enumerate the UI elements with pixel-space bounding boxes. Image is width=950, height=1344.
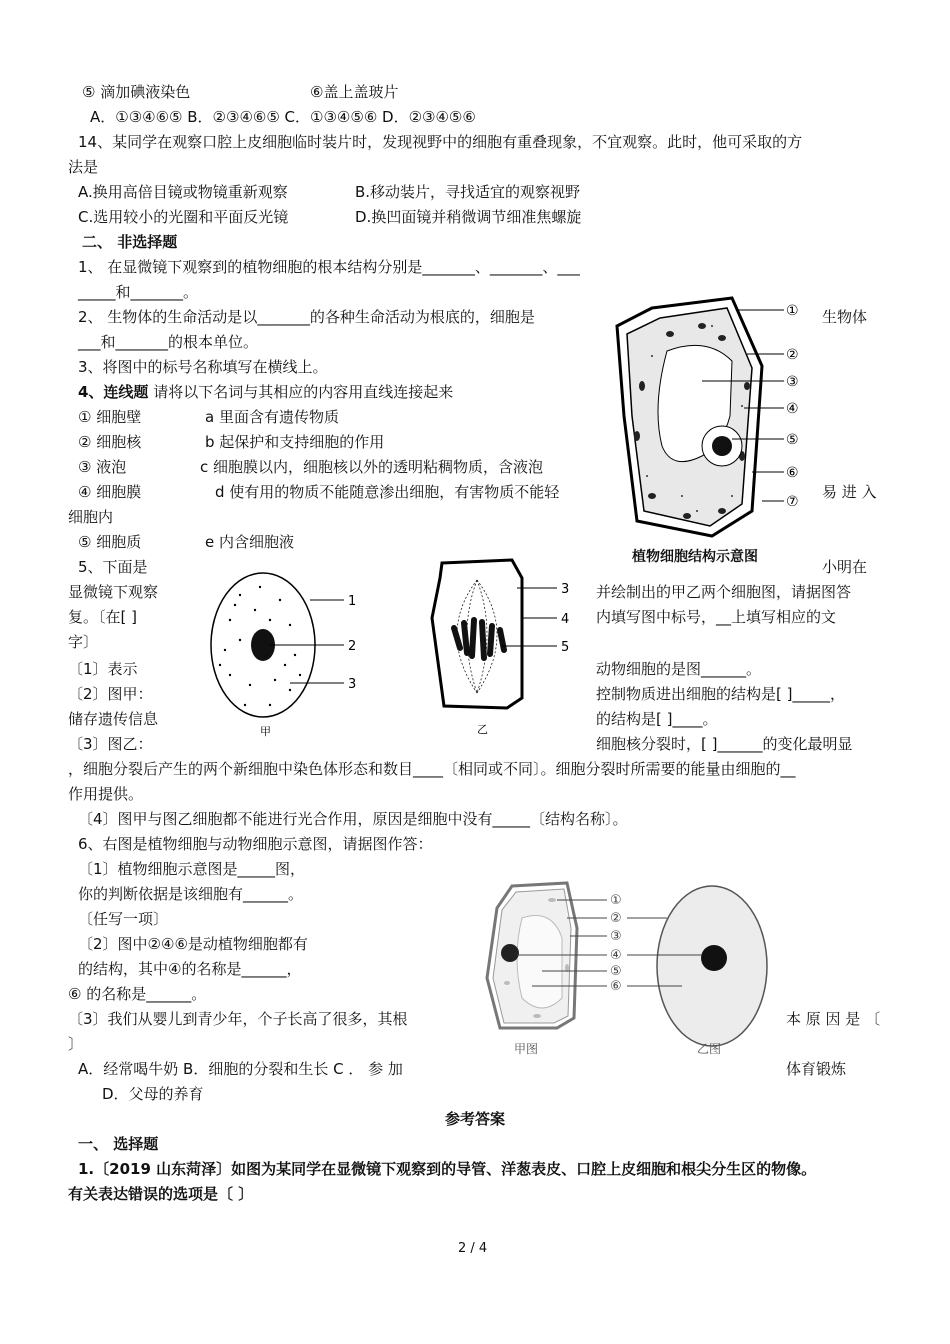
- nq2-line2: ___和_______的根本单位。: [78, 333, 259, 351]
- nq5-c: 显微镜下观察: [68, 583, 159, 601]
- nq6-s1a: 〔1〕植物细胞示意图是_____图，: [78, 860, 306, 878]
- fig6-label-3: ③: [610, 929, 622, 944]
- nq5-f: 内填写图中标号，__上填写相应的文: [596, 608, 837, 626]
- plant-label-7: ⑦: [786, 494, 799, 510]
- plant-label-6: ⑥: [786, 465, 799, 481]
- nq5-b: 小明在: [822, 558, 868, 576]
- answers-title: 参考答案: [445, 1110, 506, 1128]
- nq4-right-e: e 内含细胞液: [205, 533, 294, 551]
- nq6-option-abc: A．经常喝牛奶 B．细胞的分裂和生长 C ． 参 加: [78, 1060, 403, 1078]
- yi-label-3: 3: [561, 582, 570, 597]
- nq5-s3b: 细胞核分裂时，[ ]______的变化最明显: [596, 735, 853, 753]
- nq4-right-d-tail: 易 进 入: [822, 483, 877, 501]
- nq5-e: 复。〔在[ ]: [68, 608, 137, 626]
- nq6-option-c-tail: 体育锻炼: [786, 1060, 847, 1078]
- nq5-g: 字〕: [68, 633, 99, 651]
- section-title-nonchoice: 二、 非选择题: [82, 233, 178, 251]
- nq5-a: 5、下面是: [78, 558, 148, 576]
- fig6-label-4: ④: [610, 948, 622, 963]
- nq4-left-3: ③ 液泡: [78, 458, 127, 476]
- nq6-s3c: 〕: [68, 1035, 84, 1053]
- nq6-option-d: D．父母的养育: [102, 1085, 204, 1103]
- nq5-s2b: 控制物质进出细胞的结构是[ ]_____，: [596, 685, 845, 703]
- plant-cell-diagram: [612, 296, 817, 571]
- nq6-s1b: 你的判断依据是该细胞有______。: [78, 885, 304, 903]
- nq4-left-4: ④ 细胞膜: [78, 483, 142, 501]
- nq4-left-1: ① 细胞壁: [78, 408, 142, 426]
- nq5-s1b: 动物细胞的是图______。: [596, 660, 762, 678]
- fig6-caption-left: 甲图: [514, 1042, 539, 1056]
- fig6-label-2: ②: [610, 911, 622, 926]
- yi-caption: 乙: [477, 723, 488, 736]
- nq6-s3a: 〔3〕我们从婴儿到青少年，个子长高了很多，其根: [68, 1010, 408, 1028]
- cell-yi-diagram: [422, 558, 582, 738]
- q13-option-6: ⑥盖上盖玻片: [310, 83, 399, 101]
- nq5-s1a: 〔1〕表示: [68, 660, 138, 678]
- nq6-stem: 6、右图是植物细胞与动物细胞示意图，请据图作答：: [78, 835, 433, 853]
- fig6-label-6: ⑥: [610, 979, 622, 994]
- plant-label-4: ④: [786, 401, 799, 417]
- jia-label-2: 2: [348, 639, 357, 654]
- nq5-s2c: 储存遗传信息: [68, 710, 159, 728]
- jia-caption: 甲: [260, 725, 271, 738]
- nq4-title-bold: 4、连线题: [78, 383, 149, 401]
- q14-option-b: B.移动装片，寻找适宜的观察视野: [355, 183, 581, 201]
- nq4-right-c: c 细胞膜以内，细胞核以外的透明粘稠物质，含液泡: [200, 458, 544, 476]
- nq4-right-a: a 里面含有遗传物质: [205, 408, 339, 426]
- nq4-right-d-cont: 细胞内: [68, 508, 114, 526]
- nq6-s3b: 本 原 因 是 〔: [786, 1010, 881, 1028]
- nq4-right-d: d 使有用的物质不能随意渗出细胞，有害物质不能轻: [215, 483, 560, 501]
- nq5-s2d: 的结构是[ ]____。: [596, 710, 718, 728]
- nq6-s2b: 的结构，其中④的名称是______，: [78, 960, 302, 978]
- q14-stem-cont: 法是: [68, 158, 99, 176]
- page-number: 2 / 4: [458, 1241, 488, 1256]
- q14-option-a: A.换用高倍目镜或物镜重新观察: [78, 183, 288, 201]
- nq4-title: [78, 382, 453, 402]
- nq5-s3a: 〔3〕图乙：: [68, 735, 153, 753]
- q13-choices: A．①③④⑥⑤ B．②③④⑥⑤ C．①③④⑤⑥ D．②③④⑤⑥: [90, 108, 476, 126]
- jia-label-3: 3: [348, 677, 357, 692]
- nq3: 3、将图中的标号名称填写在横线上。: [78, 358, 328, 376]
- fig6-label-1: ①: [610, 893, 622, 908]
- nq6-s2c: ⑥ 的名称是______。: [68, 985, 207, 1003]
- answers-section: 一、 选择题: [78, 1135, 159, 1153]
- nq5-s4: 〔4〕图甲与图乙细胞都不能进行光合作用，原因是细胞中没有_____〔结构名称〕。: [78, 810, 628, 828]
- nq4-title-rest: 请将以下名词与其相应的内容用直线连接起来: [148, 383, 454, 401]
- nq5-d: 并绘制出的甲乙两个细胞图，请据图答: [596, 583, 852, 601]
- nq5-s3c: ，细胞分裂后产生的两个新细胞中染色体形态和数目____〔相同或不同〕。细胞分裂时所需要的能量由细胞的__: [68, 760, 796, 778]
- nq4-right-b: b 起保护和支持细胞的作用: [205, 433, 385, 451]
- nq2-line1-tail: 生物体: [822, 308, 868, 326]
- q14-option-d: D.换凹面镜并稍微调节细准焦螺旋: [355, 208, 582, 226]
- plant-label-2: ②: [786, 347, 799, 363]
- jia-label-1: 1: [348, 594, 357, 609]
- nq1-line1: 1、 在显微镜下观察到的植物细胞的根本结构分别是_______、_______、___: [78, 258, 580, 276]
- answers-q1: 1.〔2019 山东菏泽〕如图为某同学在显微镜下观察到的导管、洋葱表皮、口腔上皮细胞和根尖分生区的物像。: [78, 1160, 817, 1178]
- plant-label-1: ①: [786, 303, 799, 319]
- nq5-s2a: 〔2〕图甲：: [68, 685, 153, 703]
- nq6-s1c: 〔任写一项〕: [78, 910, 169, 928]
- plant-animal-cell-diagram: [482, 878, 782, 1060]
- yi-label-4: 4: [561, 612, 570, 627]
- fig6-label-5: ⑤: [610, 964, 622, 979]
- nq2-line1: 2、 生物体的生命活动是以_______的各种生命活动为根底的，细胞是: [78, 308, 535, 326]
- nq1-line2: _____和_______。: [78, 283, 199, 301]
- nq6-s2a: 〔2〕图中②④⑥是动植物细胞都有: [78, 935, 308, 953]
- nq4-left-2: ② 细胞核: [78, 433, 142, 451]
- plant-label-5: ⑤: [786, 432, 799, 448]
- nq5-s3d: 作用提供。: [68, 785, 144, 803]
- answers-q1-cont: 有关表达错误的选项是〔 〕: [68, 1185, 254, 1203]
- plant-label-3: ③: [786, 374, 799, 390]
- yi-label-5: 5: [561, 640, 570, 655]
- q14-stem: 14、某同学在观察口腔上皮细胞临时装片时，发现视野中的细胞有重叠现象，不宜观察。此时，他可采取的方: [78, 133, 803, 151]
- q14-option-c: C.选用较小的光圈和平面反光镜: [78, 208, 289, 226]
- plant-fig-caption: 植物细胞结构示意图: [632, 549, 758, 565]
- q13-option-5: ⑤ 滴加碘液染色: [82, 83, 191, 101]
- fig6-caption-right: 乙图: [697, 1042, 722, 1056]
- cell-jia-diagram: [200, 565, 370, 740]
- nq4-left-5: ⑤ 细胞质: [78, 533, 142, 551]
